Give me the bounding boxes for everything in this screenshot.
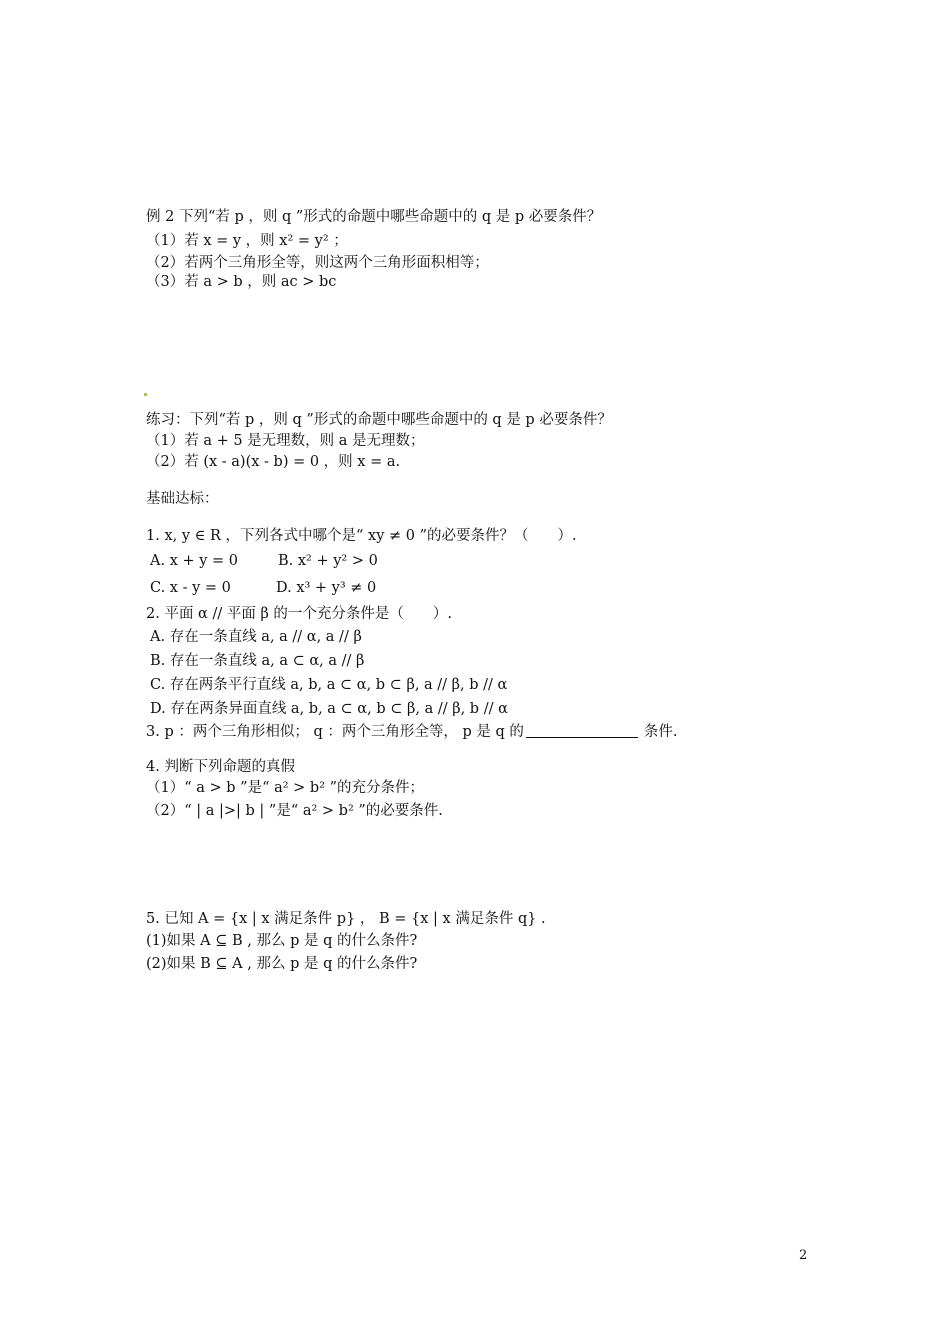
practice-title: 练习：下列“若 p ，则 q ”形式的命题中哪些命题中的 q 是 p 必要条件？ — [146, 412, 612, 428]
example-2-item-2: （2）若两个三角形全等，则这两个三角形面积相等； — [146, 255, 489, 271]
page-number: 2 — [799, 1248, 808, 1263]
q5-stem: 5. 已知 A = {x | x 满足条件 p} ， B = {x | x 满足条件 q} . — [146, 911, 546, 927]
scan-speck — [144, 393, 147, 396]
practice-item-1: （1）若 a + 5 是无理数，则 a 是无理数； — [146, 433, 425, 449]
q3-answer-blank[interactable] — [526, 723, 638, 738]
q1-stem: 1. x, y ∈ R ，下列各式中哪个是“ xy ≠ 0 ”的必要条件？（ ）. — [146, 528, 577, 544]
example-2-title: 例 2 下列“若 p ，则 q ”形式的命题中哪些命题中的 q 是 p 必要条件？ — [146, 209, 602, 225]
example-2-item-1: （1）若 x = y ，则 x² = y² ； — [146, 233, 348, 249]
q2-option-d: D. 存在两条异面直线 a, b, a ⊂ α, b ⊂ β, a // β, b // α — [150, 701, 508, 717]
q3-text: 3. p ：两个三角形相似； q ：两个三角形全等， p 是 q 的 — [146, 724, 524, 740]
q1-option-b: B. x² + y² > 0 — [278, 553, 378, 569]
q2-option-b: B. 存在一条直线 a, a ⊂ α, a // β — [150, 653, 365, 669]
q2-option-a: A. 存在一条直线 a, a // α, a // β — [150, 629, 362, 645]
question-3 — [146, 723, 677, 741]
q1-option-c: C. x - y = 0 — [150, 580, 231, 596]
practice-item-2: （2）若 (x - a)(x - b) = 0 ，则 x = a. — [146, 454, 401, 470]
example-2-item-3: （3）若 a > b ，则 ac > bc — [146, 274, 337, 290]
q3-text-end: 条件. — [643, 724, 678, 740]
q2-stem: 2. 平面 α // 平面 β 的一个充分条件是（ ）. — [146, 606, 453, 622]
q5-item-2: (2)如果 B ⊆ A , 那么 p 是 q 的什么条件? — [146, 956, 418, 972]
q5-item-1: (1)如果 A ⊆ B , 那么 p 是 q 的什么条件? — [146, 933, 418, 949]
q4-item-1: （1）“ a > b ”是“ a² > b² ”的充分条件； — [146, 780, 425, 796]
q4-stem: 4. 判断下列命题的真假 — [146, 759, 295, 775]
q1-option-a: A. x + y = 0 — [150, 553, 239, 569]
q4-item-2: （2）“ | a |>| b | ”是“ a² > b² ”的必要条件. — [146, 803, 443, 819]
q2-option-c: C. 存在两条平行直线 a, b, a ⊂ α, b ⊂ β, a // β, b // α — [150, 677, 508, 693]
section-title: 基础达标： — [146, 491, 219, 507]
q1-option-d: D. x³ + y³ ≠ 0 — [276, 580, 377, 596]
